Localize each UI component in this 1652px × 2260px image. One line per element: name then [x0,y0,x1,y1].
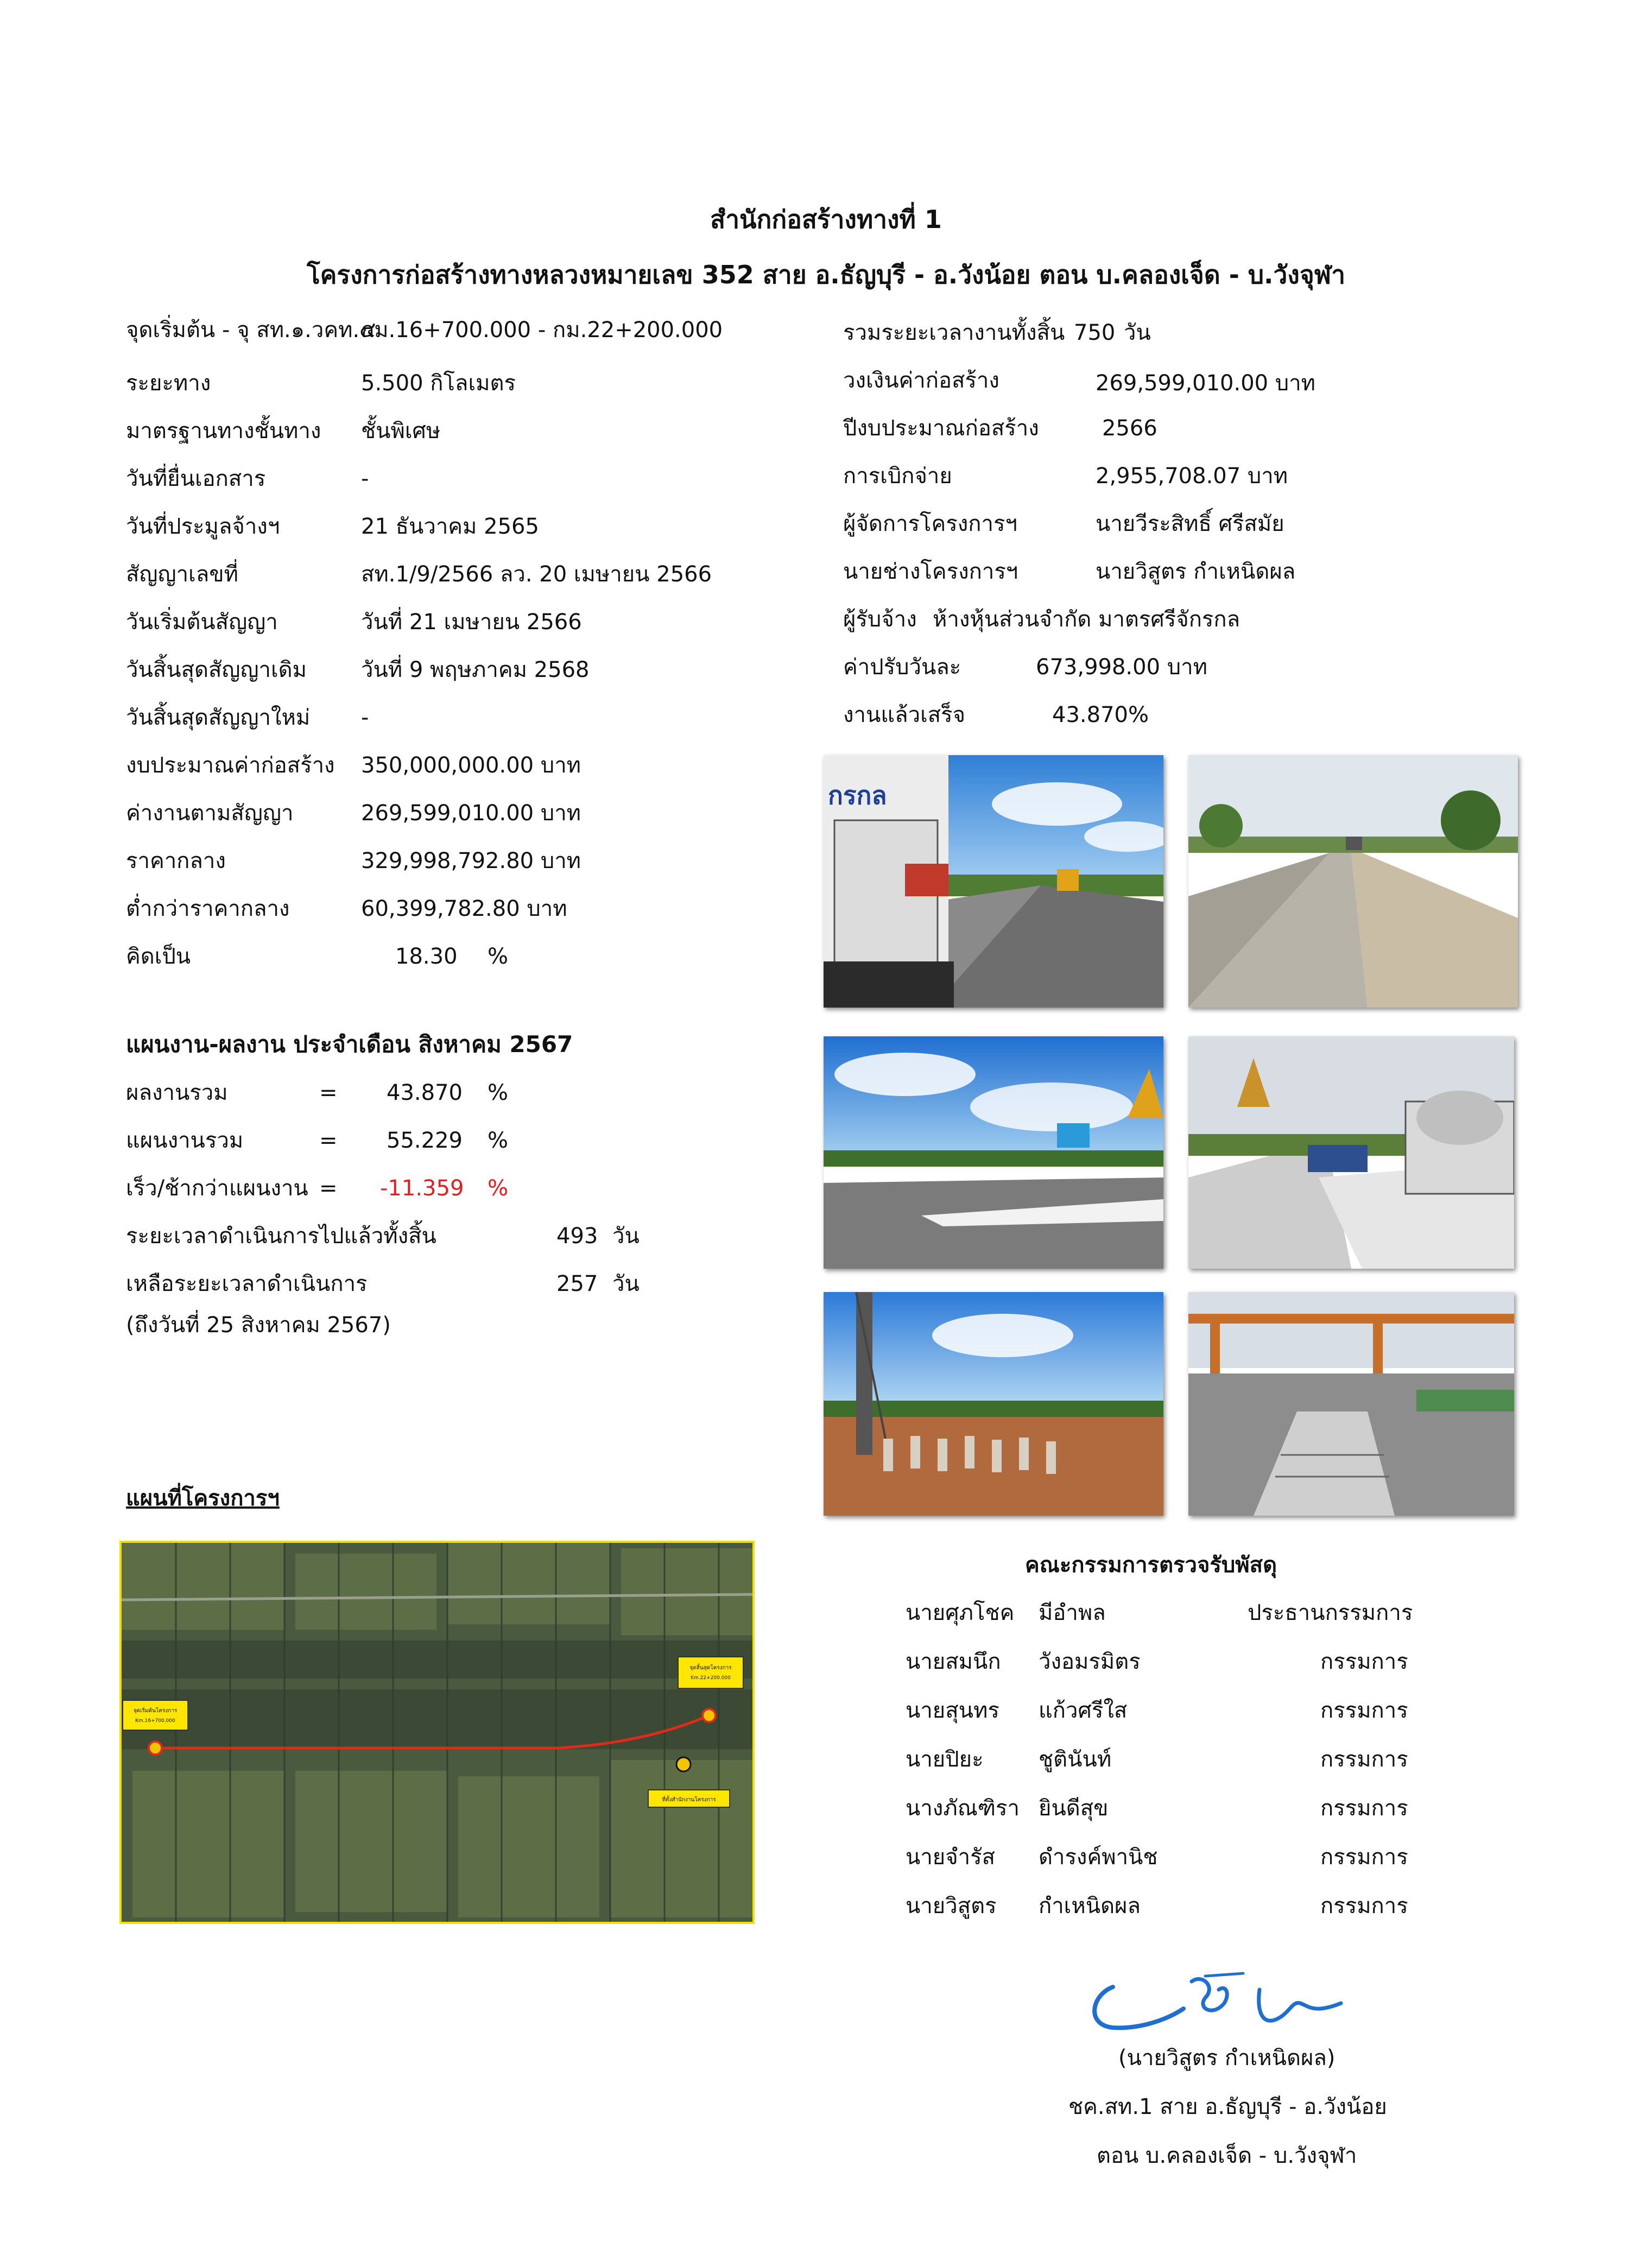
member-role: กรรมการ [1320,1796,1408,1821]
info-label: ปีงบประมาณก่อสร้าง [843,416,1039,441]
construction-photo-paving-sky [824,1036,1163,1269]
monthly-row-value: 55.229 [387,1128,463,1153]
member-last-name: ดำรงค์พานิช [1039,1845,1158,1870]
start-point-value: กม.16+700.000 - กม.22+200.000 [361,318,723,343]
schedule-variance-value: -11.359 [380,1176,464,1201]
info-value: 269,599,010.00 บาท [1096,371,1316,396]
info-label: สัญญาเลขที่ [126,562,238,587]
office-callout-text: ที่ตั้งสำนักงานโครงการ [662,1797,716,1803]
handwritten-signature [1080,1965,1363,2041]
office-title: สำนักก่อสร้างทางที่ 1 [710,205,942,234]
signer-position-line1: ชค.สท.1 สาย อ.ธัญบุรี - อ.วังน้อย [1068,2094,1387,2119]
info-label: ระยะทาง [126,371,211,396]
info-value: ชั้นพิเศษ [361,419,441,444]
start-callout-text: จุดเริ่มต้นโครงการ [133,1708,178,1714]
member-role: กรรมการ [1320,1894,1408,1919]
info-value: นายวีระสิทธิ์ ศรีสมัย [1096,511,1284,536]
member-last-name: ชูตินันท์ [1039,1747,1112,1772]
info-label: นายช่างโครงการฯ [843,559,1018,584]
info-label: วันเริ่มต้นสัญญา [126,610,278,635]
info-value: 18.30 [395,944,458,969]
info-label: การเบิกจ่าย [843,464,952,489]
member-last-name: มีอำพล [1039,1600,1106,1625]
info-label: วันสิ้นสุดสัญญาใหม่ [126,705,311,730]
info-label: งบประมาณค่าก่อสร้าง [126,753,335,778]
contractor-label: ผู้รับจ้าง [843,607,917,632]
info-value: - [361,705,369,730]
start-point-label: จุดเริ่มต้น - จุ สท.๑.วคท.๔ [126,318,376,343]
start-marker [149,1742,162,1755]
end-callout-text: จุดสิ้นสุดโครงการ [689,1665,732,1671]
info-value: วันที่ 9 พฤษภาคม 2568 [361,657,590,682]
info-label: มาตรฐานทางชั้นทาง [126,419,321,444]
info-value: นายวิสูตร กำเหนิดผล [1096,559,1296,584]
info-label: วันที่ยื่นเอกสาร [126,466,266,491]
remaining-value: 257 [556,1271,598,1296]
monthly-row-unit: % [488,1080,509,1105]
info-value: 2566 [1102,416,1157,441]
member-last-name: ยินดีสุข [1039,1796,1109,1821]
info-label: คิดเป็น [126,944,191,969]
member-first-name: นายศุภโชค [906,1600,1015,1625]
construction-photo-concrete-pour [1188,1036,1514,1269]
member-last-name: กำเหนิดผล [1039,1894,1141,1919]
signer-position-line2: ตอน บ.คลองเจ็ด - บ.วังจุฬา [1097,2143,1357,2168]
monthly-row-unit: % [488,1176,509,1201]
member-last-name: วังอมรมิตร [1039,1649,1141,1674]
project-map [119,1541,755,1924]
info-label: ผู้จัดการโครงการฯ [843,511,1017,536]
info-value: 329,998,792.80 บาท [361,849,581,873]
info-unit: % [488,944,509,969]
monthly-row-eq: = [319,1080,338,1105]
member-role: กรรมการ [1320,1845,1408,1870]
monthly-heading: แผนงาน-ผลงาน ประจำเดือน สิงหาคม 2567 [126,1031,573,1058]
info-value: 5.500 กิโลเมตร [361,371,516,396]
construction-photo-precast-yard [1188,1292,1514,1516]
info-value: วันที่ 21 เมษายน 2566 [361,610,582,635]
info-value: 269,599,010.00 บาท [361,801,581,826]
info-label: ค่างานตามสัญญา [126,801,294,826]
construction-photo-piling [824,1292,1163,1516]
office-marker [676,1757,691,1771]
remaining-label: เหลือระยะเวลาดำเนินการ [126,1271,368,1296]
monthly-row-unit: % [488,1128,509,1153]
info-label: วันที่ประมูลจ้างฯ [126,514,280,539]
member-role: กรรมการ [1320,1698,1408,1723]
member-first-name: นายสุนทร [906,1698,999,1723]
monthly-row-label: แผนงานรวม [126,1128,244,1153]
end-callout-km: Km.22+200.000 [691,1675,731,1681]
total-duration-value: 750 [1074,320,1116,345]
monthly-row-label: ผลงานรวม [126,1080,228,1105]
monthly-row-label: เร็ว/ช้ากว่าแผนงาน [126,1176,308,1201]
info-value: สท.1/9/2566 ลว. 20 เมษายน 2566 [361,562,712,587]
construction-photo-milling [824,755,1163,1008]
info-label: ต่ำกว่าราคากลาง [126,896,290,921]
elapsed-label: ระยะเวลาดำเนินการไปแล้วทั้งสิ้น [126,1224,436,1249]
total-duration-unit: วัน [1124,320,1151,345]
monthly-row-value: 43.870 [387,1080,463,1105]
contractor-value: ห้างหุ้นส่วนจำกัด มาตรศรีจักรกล [933,607,1240,632]
member-last-name: แก้วศรีใส [1039,1698,1128,1723]
end-marker [702,1709,716,1722]
construction-photo-road-base [1188,755,1518,1008]
member-first-name: นางภัณฑิรา [906,1796,1020,1821]
project-title: โครงการก่อสร้างทางหลวงหมายเลข 352 สาย อ.ธัญบุรี - อ.วังน้อย ตอน บ.คลองเจ็ด - บ.วังจุฬา [306,260,1346,289]
monthly-row-eq: = [319,1176,338,1201]
elapsed-unit: วัน [612,1224,640,1249]
total-duration-label: รวมระยะเวลางานทั้งสิ้น [843,320,1065,345]
elapsed-value: 493 [556,1224,598,1249]
as-of-date: (ถึงวันที่ 25 สิงหาคม 2567) [126,1313,391,1338]
remaining-unit: วัน [612,1271,640,1296]
member-role: กรรมการ [1320,1649,1408,1674]
info-value: - [361,466,369,491]
info-value: 2,955,708.07 บาท [1096,464,1288,489]
committee-heading: คณะกรรมการตรวจรับพัสดุ [1025,1553,1277,1578]
info-label: ราคากลาง [126,849,226,873]
map-heading: แผนที่โครงการฯ [126,1486,280,1511]
member-first-name: นายสมนึก [906,1649,1001,1674]
monthly-row-eq: = [319,1128,338,1153]
info-label: วันสิ้นสุดสัญญาเดิม [126,657,307,682]
member-first-name: นายจำรัส [906,1845,996,1870]
member-first-name: นายวิสูตร [906,1894,997,1919]
progress-value: 43.870% [1052,702,1149,727]
info-value: 21 ธันวาคม 2565 [361,514,539,539]
member-role: กรรมการ [1320,1747,1408,1772]
progress-label: งานแล้วเสร็จ [843,702,966,727]
member-first-name: นายปิยะ [906,1747,984,1772]
member-role: ประธานกรรมการ [1248,1600,1413,1625]
info-value: 350,000,000.00 บาท [361,753,581,778]
fine-label: ค่าปรับวันละ [843,655,961,680]
info-value: 60,399,782.80 บาท [361,896,567,921]
info-label: วงเงินค่าก่อสร้าง [843,368,999,393]
start-callout-km: Km.16+700.000 [135,1718,175,1724]
fine-value: 673,998.00 บาท [1036,655,1207,680]
signer-name: (นายวิสูตร กำเหนิดผล) [1118,2046,1335,2071]
truck-lettering: กรกล [828,781,887,810]
